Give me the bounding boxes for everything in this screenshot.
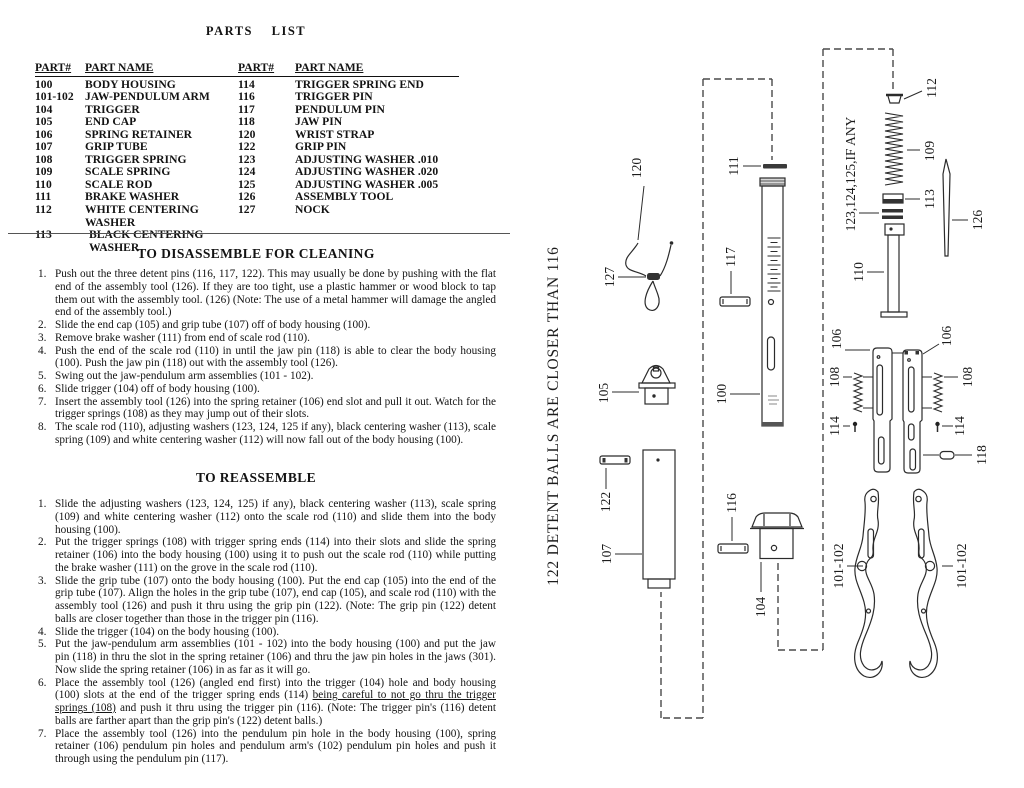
part-label-127: 127 [602,266,617,288]
part-num: 123 [238,152,256,166]
col-header-part-name: PART NAME [85,61,154,74]
part-name: JAW-PENDULUM ARM [85,90,210,104]
step-number: 3. [38,331,47,344]
parts-list-table [35,62,459,254]
part-name: ADJUSTING WASHER .020 [295,165,439,179]
spring-retainer-left-drawing [873,348,892,472]
jaw-pendulum-arm-left-drawing [855,489,883,677]
step-text: Put the jaw-pendulum arm assemblies (101 - 102) into the body housing (100) and put the jaw pin (118) in thru the slot in the spring retainer (106) and thru the jaw pin holes in the jaws (301). Now slide the spring retainer (106) in as far as it will go. [55,638,496,676]
col-header-part-name: PART NAME [295,61,364,74]
part-name: SCALE ROD [85,177,153,191]
body-housing-drawing [760,178,785,427]
part-num: 116 [238,90,255,104]
step-text: Slide the adjusting washers (123, 124, 125) if any), black centering washer (113), scale spring (109) and white centering washer (112) onto the scale rod (110) and slide them into the body housing (100). [55,498,496,536]
step-number: 5. [38,638,47,651]
label-leader-lines [606,91,972,592]
assembly-tool-drawing [943,159,950,256]
part-num: 109 [35,165,53,179]
part-num: 114 [238,77,255,91]
part-num: 100 [35,77,53,91]
part-label-111: 111 [726,156,741,176]
part-name: BODY HOUSING [85,77,176,91]
part-label-110: 110 [851,262,866,282]
part-name: WRIST STRAP [295,127,375,141]
disassembly-step [38,345,496,371]
reassemble-steps [38,498,496,766]
table-row [35,91,459,104]
part-label-101-102-left: 101-102 [831,543,846,589]
part-label-113: 113 [922,189,937,209]
disassembly-step [38,396,496,422]
part-name: ASSEMBLY TOOL [295,190,394,204]
diagram-note-detent-balls: 122 DETENT BALLS ARE CLOSER THAN 116 [545,246,562,586]
trigger-drawing [750,513,804,559]
step-text-underlined: being careful to not go thru the trigger springs (108) [55,689,496,714]
part-num: 105 [35,115,53,129]
trigger-spring-left-drawing [854,373,862,412]
step-text [55,677,496,728]
trigger-pin-drawing [718,544,748,553]
table-row [35,204,459,229]
scale-spring-drawing [885,113,903,185]
part-num: 101-102 [35,90,74,104]
part-name: ADJUSTING WASHER .010 [295,152,439,166]
step-text: Remove brake washer (111) from end of scale rod (110). [55,331,310,344]
part-label-114-left: 114 [827,416,842,436]
part-name: END CAP [85,115,137,129]
parts-list-title: PARTS LIST [205,24,307,38]
part-name: PENDULUM PIN [295,102,385,116]
part-name: NOCK [295,203,330,217]
trigger-spring-end-left-drawing [853,422,857,432]
part-name: TRIGGER SPRING [85,152,187,166]
part-name: BLACK CENTERING WASHER [89,228,204,254]
disassembly-step [38,383,496,396]
end-cap-drawing [639,366,675,405]
part-num: 117 [238,102,255,116]
part-name: TRIGGER SPRING END [295,77,424,91]
grip-tube-drawing [643,450,675,588]
disassembly-step [38,268,496,319]
part-label-117: 117 [723,247,738,267]
part-num: 127 [238,203,256,217]
reassembly-step [38,536,496,574]
step-number: 2. [38,319,47,331]
disassemble-steps [38,268,496,447]
part-label-112: 112 [924,78,939,98]
part-num: 125 [238,177,256,191]
part-num: 106 [35,127,53,141]
table-row [35,141,459,154]
step-text: Push out the three detent pins (116, 117, 122). This may usually be done by pushing with the flat end of the assembly tool (126). If they are too tight, use a plastic hammer or wood block to tap them out with the assembly tool. (126) (Note: The use of a metal hammer will damage the angled end of the assembly tool.) [55,268,496,319]
scale-rod-drawing [881,224,907,317]
step-number: 1. [38,498,47,510]
part-num: 108 [35,152,53,166]
col-header-part-num: PART# [35,61,72,74]
part-name: SPRING RETAINER [85,127,193,141]
parts-table-header-row [35,62,459,77]
part-label-109: 109 [922,140,937,162]
part-name: SCALE SPRING [85,165,171,179]
step-number: 3. [38,574,47,587]
part-num: 107 [35,140,53,154]
step-number: 5. [38,370,47,382]
reassembly-step [38,498,496,536]
part-label-120: 120 [629,157,644,179]
adjusting-washers-drawing [882,209,903,219]
trigger-spring-right-drawing [934,373,942,412]
part-name: GRIP TUBE [85,140,148,154]
part-label-107: 107 [599,543,614,565]
step-text: The scale rod (110), adjusting washers (123, 124, 125 if any), black centering washer (113), scale spring (109) and white centering washer (112) will now fall out of the body housing (100). [55,421,496,446]
step-text: Insert the assembly tool (126) into the spring retainer (106) end slot and pull it out. Watch for the trigger springs (108) as they may jump out of their slots. [55,395,496,421]
part-label-114-right: 114 [952,416,967,436]
step-number: 2. [38,536,47,549]
part-label-106-right: 106 [939,325,954,347]
step-text: Slide the end cap (105) and grip tube (107) off of body housing (100). [55,319,371,331]
table-row [35,116,459,129]
step-text: Slide the grip tube (107) onto the body housing (100). Put the end cap (105) into the end of the grip tube (107). Align the holes in the grip tube (107), end cap (105), and scale rod (110) with the assembly tool (126) and push it thru using the grip pin (122). (Note: The grip pin (122) detent balls are closer together than those in the trigger pin (116). [55,574,496,625]
reassembly-step [38,638,496,676]
part-name: ADJUSTING WASHER .005 [295,177,439,191]
step-number: 4. [38,344,47,357]
part-num: 112 [35,203,52,217]
step-number: 8. [38,421,47,433]
disassembly-step [38,370,496,383]
part-name: TRIGGER [85,102,140,116]
black-centering-washer-drawing [883,194,903,203]
step-number: 1. [38,268,47,280]
step-number: 7. [38,395,47,408]
part-name: JAW PIN [295,115,343,129]
part-num: 111 [35,190,52,204]
step-text: Put the trigger springs (108) with trigger spring ends (114) into their slots and slide the spring retainer (106) into the body housing (100) using it to push out the scale rod (110) while putting the brake washer (111) on the grove in the scale rod (110). [55,536,496,574]
part-num: 122 [238,140,256,154]
part-label-105: 105 [596,382,611,404]
step-text: Slide trigger (104) off of body housing (100). [55,382,260,395]
nock-drawing [647,273,660,280]
step-text: Slide the trigger (104) on the body housing (100). [55,625,280,638]
part-num: 104 [35,102,53,116]
part-num: 120 [238,127,256,141]
brake-washer-drawing [763,164,787,169]
section-divider [8,233,510,234]
step-text: Swing out the jaw-pendulum arm assemblies (101 - 102). [55,370,314,382]
disassemble-title: TO DISASSEMBLE FOR CLEANING [137,246,375,261]
part-num: 124 [238,165,256,179]
pendulum-pin-drawing [720,297,750,306]
part-num: 118 [238,115,255,129]
spring-retainer-right-drawing [903,350,922,473]
step-text: Push the end of the scale rod (110) in until the jaw pin (118) is able to clear the body housing (100). Push the jaw pin (118) out with the assembly tool (126). [55,344,496,370]
part-label-108-right: 108 [960,366,975,388]
part-label-126: 126 [970,209,985,231]
part-label-adjusting-washers: 123,124,125,IF ANY [843,116,858,232]
part-num: 126 [238,190,256,204]
part-label-106-left: 106 [829,328,844,350]
reassembly-step [38,728,496,766]
step-number: 4. [38,625,47,638]
part-label-108-left: 108 [827,366,842,388]
disassembly-step [38,332,496,345]
part-label-100: 100 [714,383,729,405]
grip-pin-drawing [600,456,630,464]
disassembly-step [38,319,496,332]
step-text: Place the assembly tool (126) into the pendulum pin hole in the body housing (100), spring retainer (106) pendulum pin holes and pendulum arm's (102) pendulum pin holes and push it through using the pendulum pin (117). [55,727,496,765]
step-text-pre: Place the assembly tool (126) (angled end first) into the trigger (104) hole and body housing (100) slots at the end of the trigger spring ends (114) [55,676,496,702]
step-number: 6. [38,382,47,395]
part-name: GRIP PIN [295,140,347,154]
part-label-101-102-right: 101-102 [954,543,969,589]
step-text-post: and push it thru using the trigger pin (116). (Note: The trigger pin's (116) detent balls are farther apart than the grip pin's (122) detent balls.) [55,702,496,727]
jaw-pendulum-arm-right-drawing [910,489,938,677]
trigger-spring-end-right-drawing [935,422,939,432]
step-number: 6. [38,676,47,689]
reassemble-title: TO REASSEMBLE [195,470,317,485]
white-centering-washer-drawing [886,95,903,103]
part-name: TRIGGER PIN [295,90,373,104]
part-num: 110 [35,177,52,191]
reassembly-step [38,575,496,626]
part-name: WHITE CENTERING WASHER [85,203,199,229]
jaw-pin-drawing [940,452,954,460]
exploded-parts-diagram [512,0,1024,788]
col-header-part-num: PART# [238,61,275,74]
part-name: BRAKE WASHER [85,190,180,204]
part-num: 113 [35,228,52,242]
part-label-104: 104 [753,596,768,618]
step-number: 7. [38,727,47,740]
part-label-116: 116 [724,493,739,513]
reassembly-step [38,626,496,639]
reassembly-step [38,677,496,728]
part-label-122: 122 [598,491,613,513]
disassembly-step [38,421,496,447]
part-label-118: 118 [974,445,989,465]
